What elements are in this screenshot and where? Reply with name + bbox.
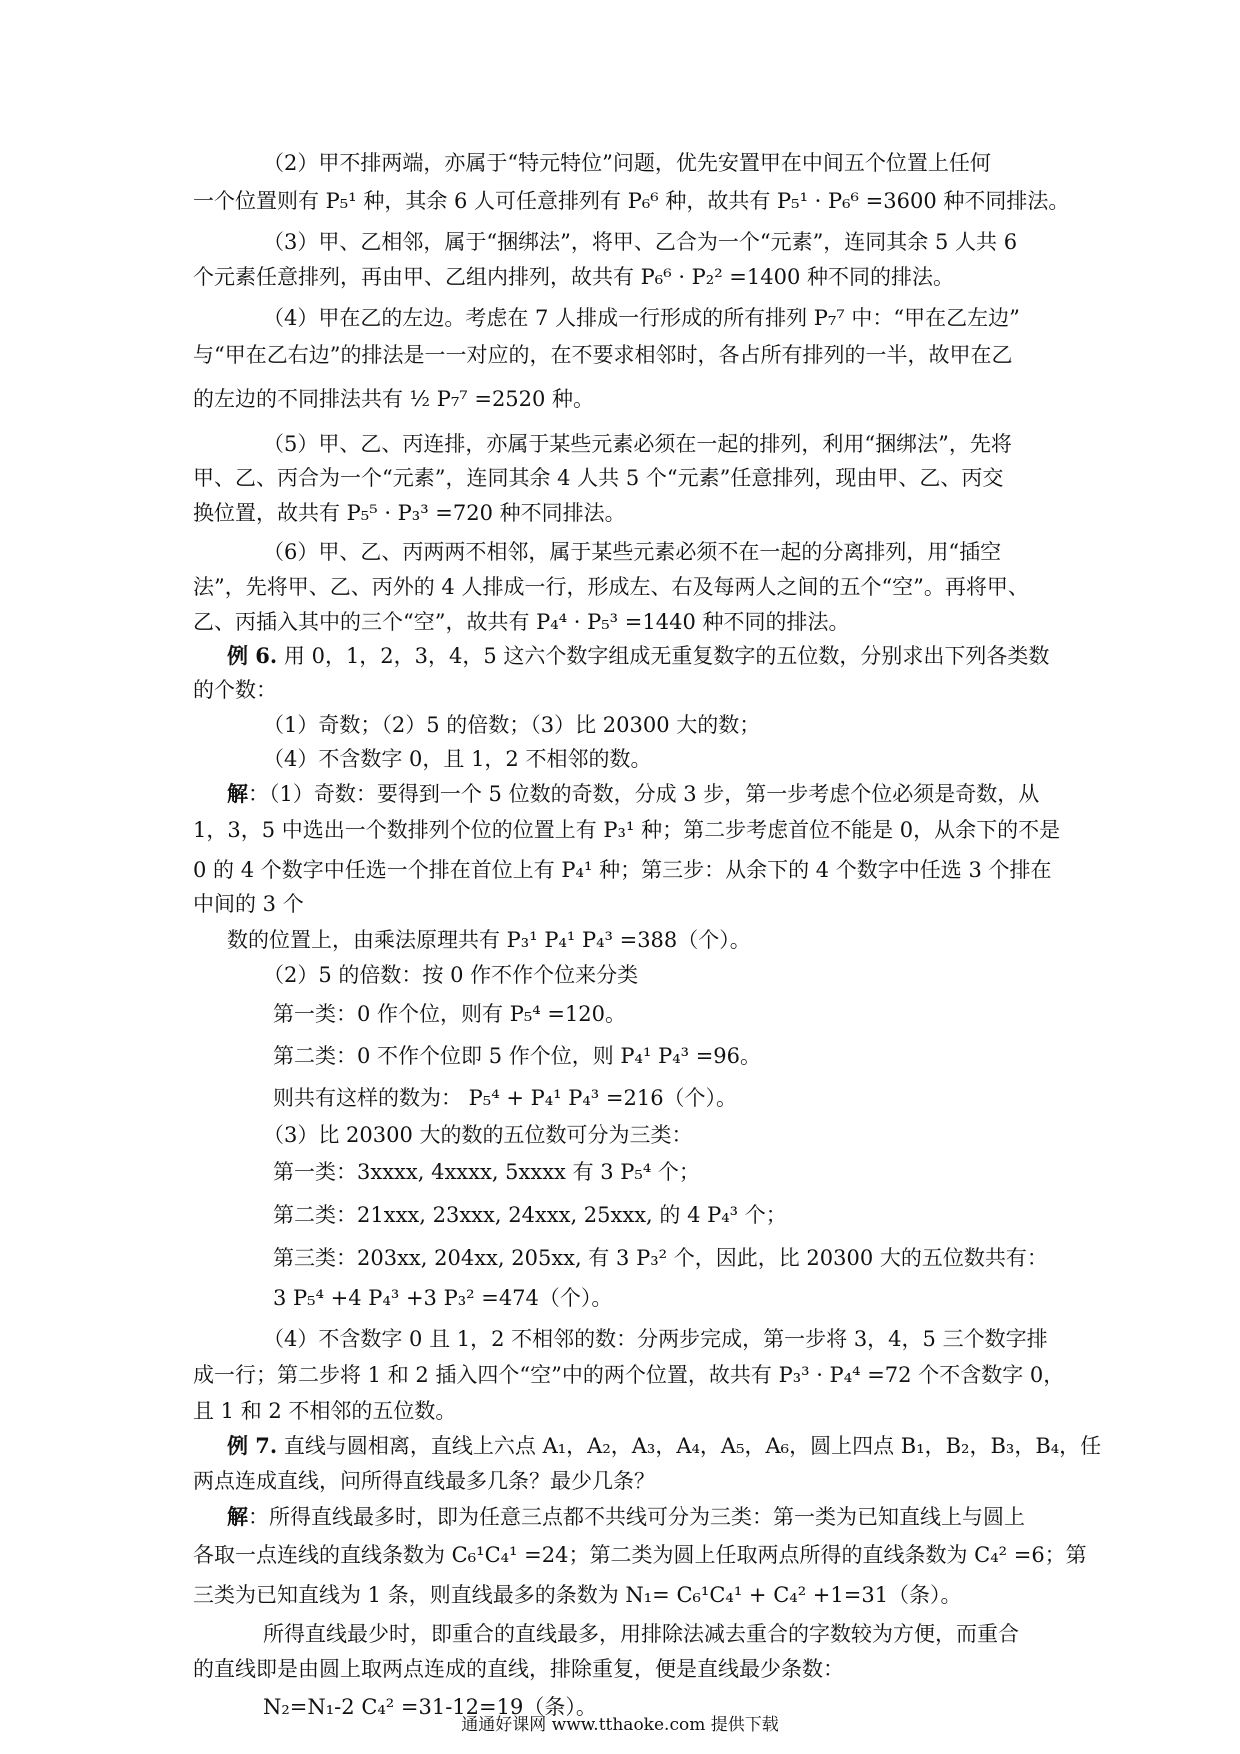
line-text: 第三类：203xx, 204xx, 205xx, 有 3 P₃² 个，因此，比 20300 大的五位数共有： (273, 1246, 1048, 1270)
text-line (193, 609, 850, 635)
text-line (193, 342, 1012, 368)
line-text: 的个数： (193, 678, 277, 702)
text-line (273, 1159, 700, 1185)
line-text: 用 0，1，2，3，4，5 这六个数字组成无重复数字的五位数，分别求出下列各类数 (277, 644, 1050, 668)
text-line (263, 150, 991, 176)
text-line (227, 1433, 1101, 1459)
bold-label: 解 (227, 781, 248, 806)
line-text: 直线与圆相离，直线上六点 A₁，A₂，A₃，A₄，A₅，A₆，圆上四点 B₁，B₂，B₃，B₄，任 (277, 1434, 1102, 1458)
line-text: ：（1）奇数：要得到一个 5 位数的奇数，分成 3 步，第一步考虑个位必须是奇数，从 (248, 782, 1040, 806)
line-text: 第一类：3xxxx, 4xxxx, 5xxxx 有 3 P₅⁴ 个； (273, 1160, 700, 1184)
text-line (273, 1245, 1048, 1271)
text-line (263, 229, 1017, 255)
line-text: （3）甲、乙相邻，属于“捆绑法”，将甲、乙合为一个“元素”，连同其余 5 人共 6 (263, 230, 1018, 254)
line-text: 则共有这样的数为： P₅⁴ + P₄¹ P₄³ =216（个）。 (273, 1086, 738, 1110)
text-line (263, 305, 1020, 331)
line-text: （6）甲、乙、丙两两不相邻，属于某些元素必须不在一起的分离排列，用“插空 (263, 540, 1002, 564)
line-text: 0 的 4 个数字中任选一个排在首位上有 P₄¹ 种；第三步：从余下的 4 个数字中任选 3 个排在 (193, 858, 1052, 882)
line-text: 所得直线最少时，即重合的直线最多，用排除法减去重合的字数较为方便，而重合 (263, 1622, 1019, 1646)
line-text: （3）比 20300 大的数的五位数可分为三类： (263, 1123, 693, 1147)
line-text: 第二类：0 不作个位即 5 作个位，则 P₄¹ P₄³ =96。 (273, 1044, 762, 1068)
line-text: （4）甲在乙的左边。考虑在 7 人排成一行形成的所有排列 P₇⁷ 中：“甲在乙左边” (263, 306, 1020, 330)
line-text: 成一行；第二步将 1 和 2 插入四个“空”中的两个位置，故共有 P₃³ · P₄⁴ =72 个不含数字 0， (193, 1363, 1065, 1387)
text-line (193, 500, 626, 526)
line-text: 两点连成直线，问所得直线最多几条？最少几条？ (193, 1469, 655, 1493)
line-text: 的左边的不同排法共有 ½ P₇⁷ =2520 种。 (193, 387, 595, 411)
line-text: 换位置，故共有 P₅⁵ · P₃³ =720 种不同排法。 (193, 501, 626, 525)
line-text: 第一类：0 作个位，则有 P₅⁴ =120。 (273, 1002, 627, 1026)
text-line (193, 891, 304, 917)
text-line (263, 1326, 1048, 1352)
bold-label: 例 7. (227, 1433, 278, 1458)
text-line (263, 1621, 1019, 1647)
line-text: 乙、丙插入其中的三个“空”，故共有 P₄⁴ · P₅³ =1440 种不同的排法。 (193, 610, 850, 634)
text-line (193, 1656, 844, 1682)
bold-label: 例 6. (227, 643, 278, 668)
text-line (193, 386, 594, 412)
text-line (193, 188, 1069, 214)
text-line (227, 1504, 1025, 1530)
text-line (193, 1542, 1087, 1568)
text-line (263, 746, 651, 772)
text-line (263, 712, 760, 738)
text-line (227, 781, 1039, 807)
line-text: 三类为已知直线为 1 条，则直线最多的条数为 N₁= C₆¹C₄¹ + C₄² +1=31（条）。 (193, 1583, 962, 1607)
bold-label: 解 (227, 1504, 248, 1529)
text-line (193, 1398, 456, 1424)
line-text: 一个位置则有 P₅¹ 种，其余 6 人可任意排列有 P₆⁶ 种，故共有 P₅¹ · P₆⁶ =3600 种不同排法。 (193, 189, 1070, 213)
text-line (193, 1362, 1064, 1388)
text-line (193, 857, 1052, 883)
line-text: 数的位置上，由乘法原理共有 P₃¹ P₄¹ P₄³ =388（个）。 (227, 928, 751, 952)
text-line (193, 264, 954, 290)
text-line (227, 643, 1049, 669)
line-text: 3 P₅⁴ +4 P₄³ +3 P₃² =474（个）。 (273, 1286, 613, 1310)
text-line (193, 465, 1003, 491)
text-line (273, 1001, 626, 1027)
text-line (193, 677, 277, 703)
line-text: （1）奇数；（2）5 的倍数；（3）比 20300 大的数； (263, 713, 761, 737)
text-line (263, 539, 1001, 565)
text-line (263, 962, 638, 988)
text-line (273, 1085, 737, 1111)
line-text: （4）不含数字 0，且 1，2 不相邻的数。 (263, 747, 652, 771)
line-text: （2）5 的倍数：按 0 作不作个位来分类 (263, 963, 639, 987)
line-text: （2）甲不排两端，亦属于“特元特位”问题，优先安置甲在中间五个位置上任何 (263, 151, 991, 175)
text-line (193, 1582, 962, 1608)
line-text: 且 1 和 2 不相邻的五位数。 (193, 1399, 457, 1423)
line-text: N₂=N₁-2 C₄² =31-12=19（条）。 (263, 1695, 597, 1719)
line-text: 法”，先将甲、乙、丙外的 4 人排成一行，形成左、右及每两人之间的五个“空”。再将甲、 (193, 575, 1029, 599)
line-text: 中间的 3 个 (193, 892, 304, 916)
text-line (263, 1122, 693, 1148)
line-text: 个元素任意排列，再由甲、乙组内排列，故共有 P₆⁶ · P₂² =1400 种不同的排法。 (193, 265, 955, 289)
line-text: 甲、乙、丙合为一个“元素”，连同其余 4 人共 5 个“元素”任意排列，现由甲、乙、丙交 (193, 466, 1004, 490)
line-text: （5）甲、乙、丙连排，亦属于某些元素必须在一起的排列，利用“捆绑法”，先将 (263, 432, 1012, 456)
text-line (263, 431, 1012, 457)
text-line (273, 1202, 787, 1228)
line-text: ：所得直线最多时，即为任意三点都不共线可分为三类：第一类为已知直线上与圆上 (248, 1505, 1025, 1529)
text-line (193, 574, 1029, 600)
text-line (193, 1468, 655, 1494)
line-text: 1，3，5 中选出一个数排列个位的位置上有 P₃¹ 种；第二步考虑首位不能是 0，从余下的不是 (193, 818, 1061, 842)
text-line (273, 1043, 761, 1069)
line-text: 各取一点连线的直线条数为 C₆¹C₄¹ =24；第二类为圆上任取两点所得的直线条数为 C₄² =6；第 (193, 1543, 1087, 1567)
page-footer: 通通好课网 www.tthaoke.com 提供下载 (461, 1715, 779, 1735)
text-line (273, 1285, 612, 1311)
text-line (227, 927, 751, 953)
text-line (193, 817, 1060, 843)
line-text: （4）不含数字 0 且 1，2 不相邻的数：分两步完成，第一步将 3，4，5 三个数字排 (263, 1327, 1048, 1351)
line-text: 的直线即是由圆上取两点连成的直线，排除重复，便是直线最少条数： (193, 1657, 844, 1681)
line-text: 与“甲在乙右边”的排法是一一对应的，在不要求相邻时，各占所有排列的一半，故甲在乙 (193, 343, 1013, 367)
line-text: 第二类：21xxx, 23xxx, 24xxx, 25xxx, 的 4 P₄³ 个； (273, 1203, 787, 1227)
